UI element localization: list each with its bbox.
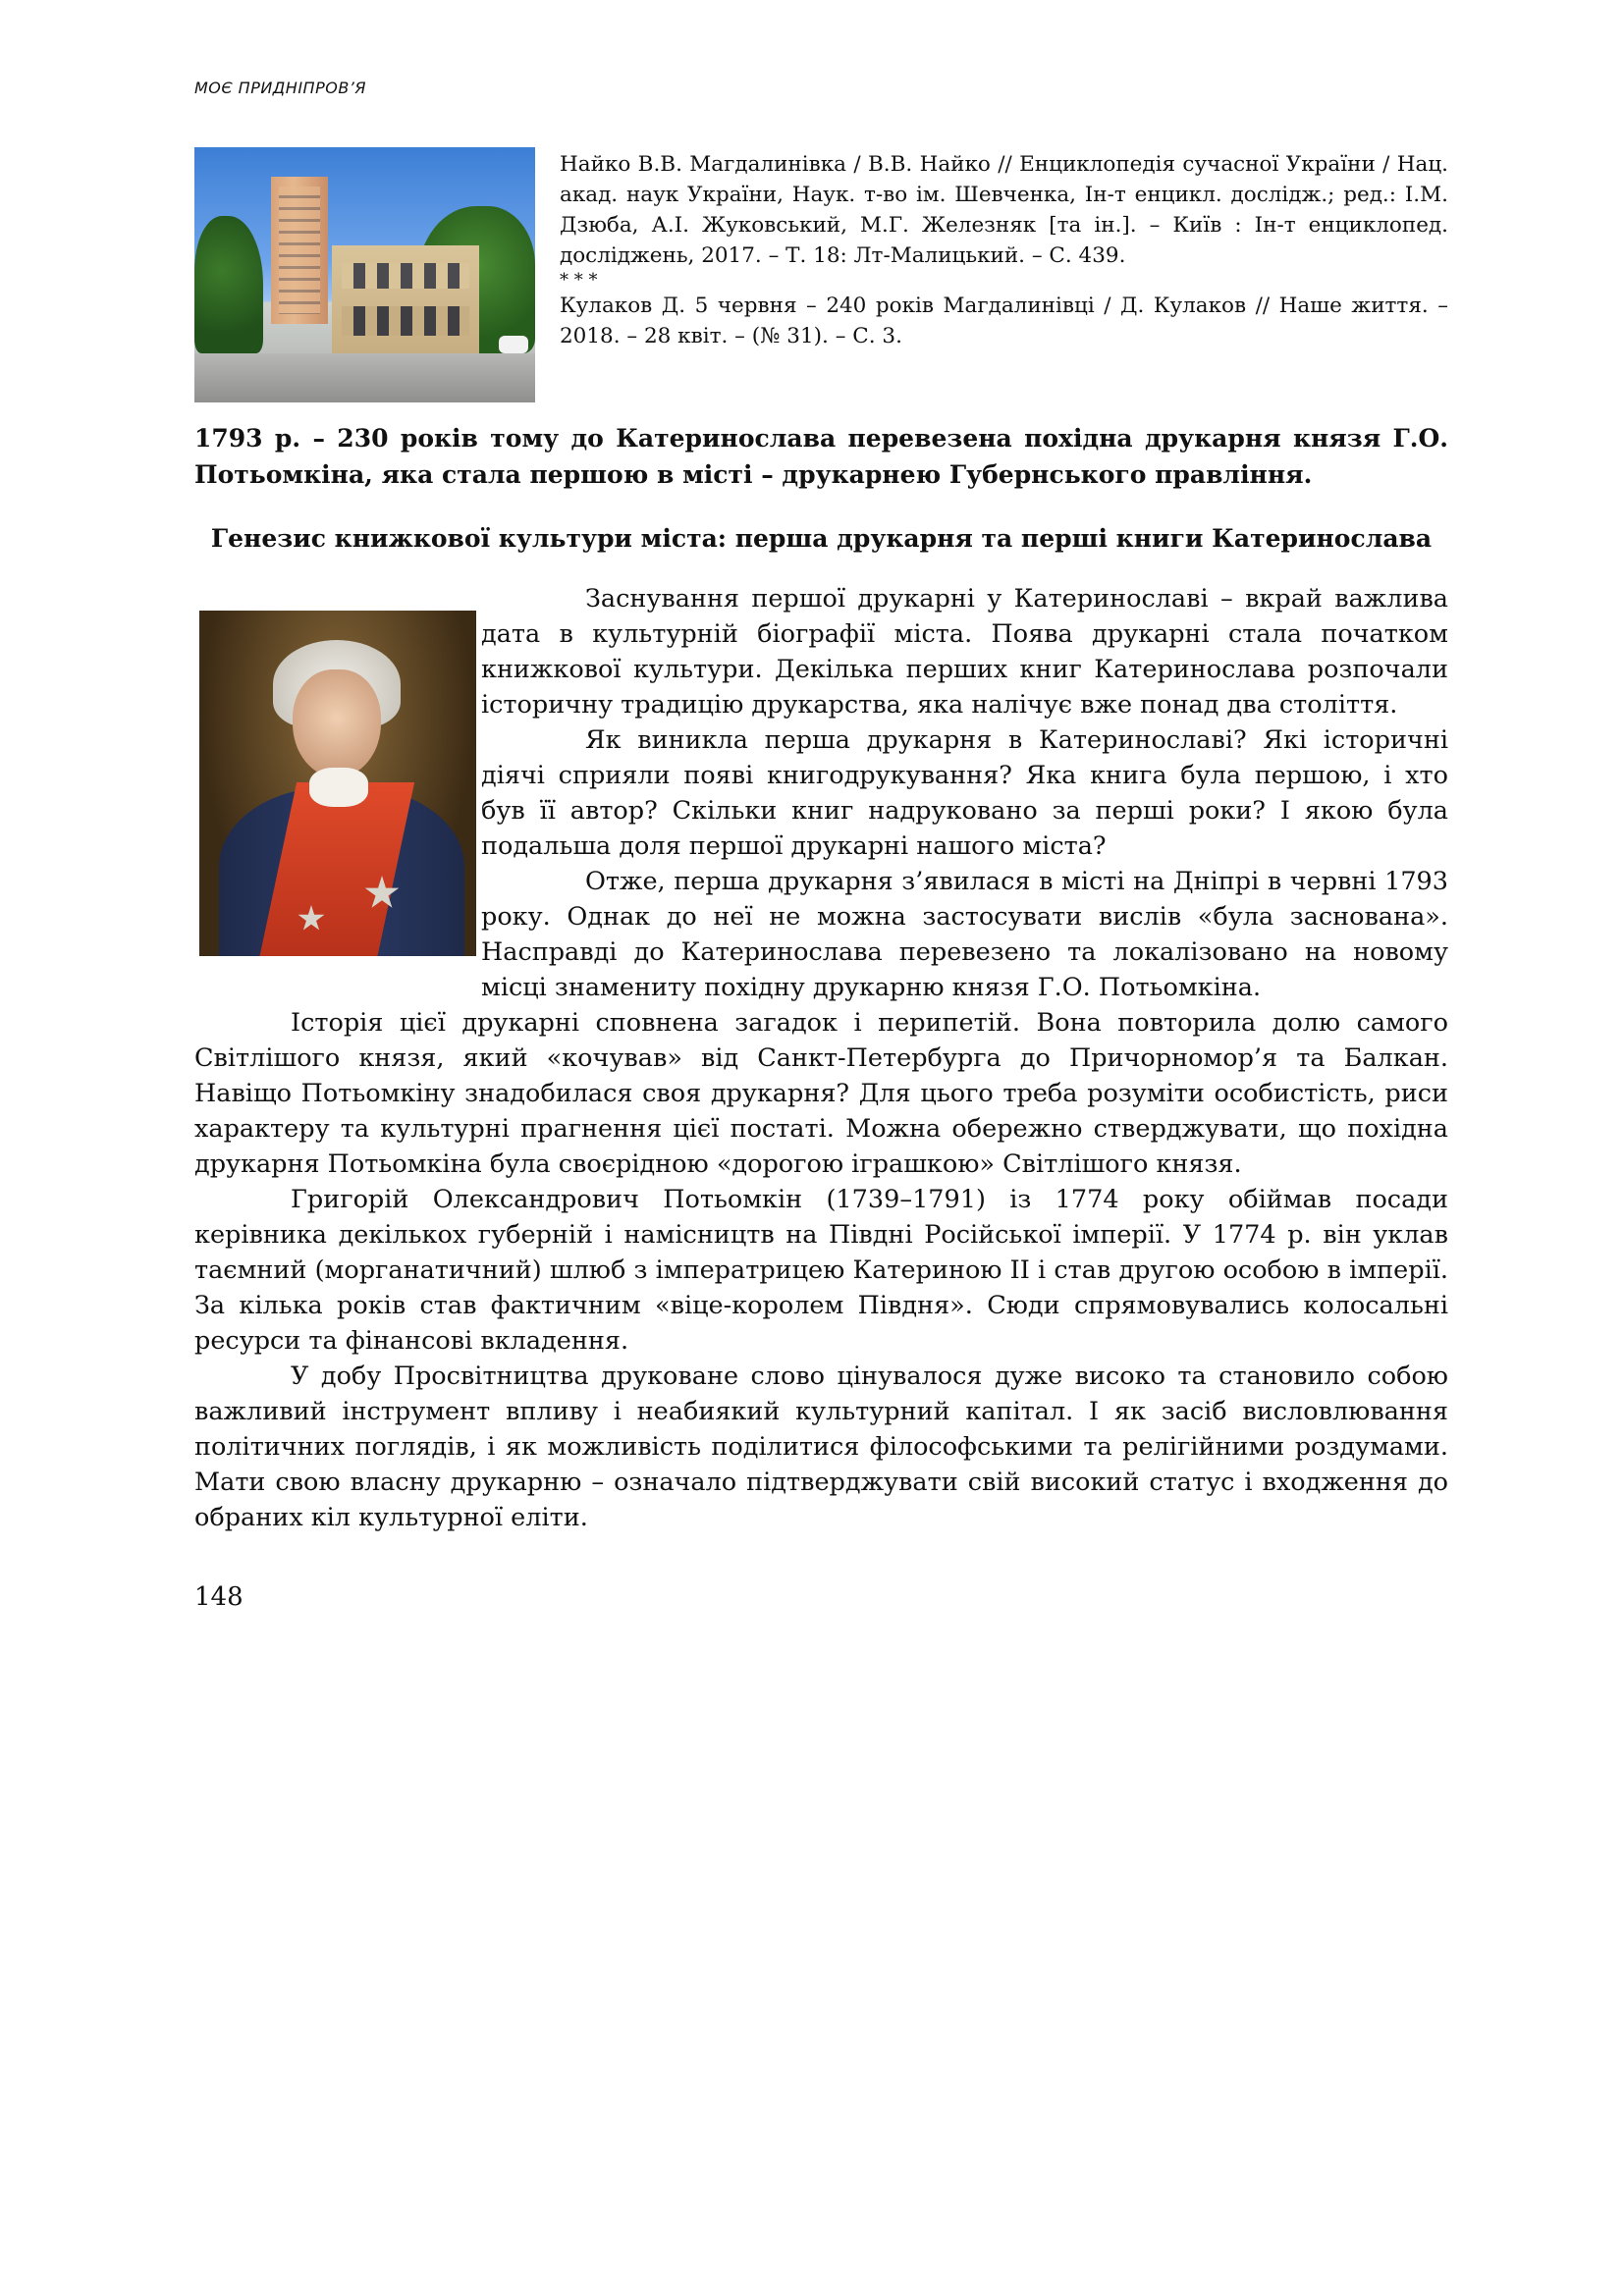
reference-2: Кулаков Д. 5 червня – 240 років Магдалинівці / Д. Кулаков // Наше життя. – 2018. – 28 квіт. – (№ 31). – С. 3. (560, 294, 1448, 348)
building-photo (194, 147, 535, 402)
paragraph-6: У добу Просвітництва друковане слово цінувалося дуже високо та становило собою важливий інструмент впливу і неабиякий культурний капітал. І як засіб висловлювання політичних поглядів, і як можливість поділитися філософськими та релігійними роздумами. Мати свою власну друкарню – означало підтверджувати свій високий статус і входження до обраних кіл культурної еліти. (194, 1362, 1448, 1532)
article-body (194, 581, 1448, 1535)
running-head: МОЄ ПРИДНІПРОВ’Я (194, 79, 367, 97)
references (560, 149, 1448, 351)
section-title: Генезис книжкової культури міста: перша друкарня та перші книги Катеринослава (210, 524, 1433, 553)
paragraph-4: Історія цієї друкарні сповнена загадок і перипетій. Вона повторила долю самого Світлішого князя, який «кочував» від Санкт-Петербурга до Причорномор’я та Балкан. Навіщо Потьомкіну знадобилася своя друкарня? Для цього треба розуміти особистість, риси характеру та культурні прагнення цієї постаті. Можна обережно стверджувати, що похідна друкарня Потьомкіна була своєрідною «дорогою іграшкою» Світлішого князя. (194, 1008, 1448, 1179)
paragraph-1: Заснування першої друкарні у Катеринославі – вкрай важлива дата в культурній біографії міста. Поява друкарні стала початком книжкової культури. Декілька перших книг Катеринослава розпочали історичну традицію друкарства, яка налічує вже понад два століття. (481, 584, 1448, 720)
paragraph-2: Як виникла перша друкарня в Катеринославі? Які історичні діячі сприяли появі книгодрукування? Яка книга була першою, і хто був її автор? Скільки книг надруковано за перші роки? І якою була подальша доля першої друкарні нашого міста? (481, 725, 1448, 861)
paragraph-3: Отже, перша друкарня з’явилася в місті на Дніпрі в червні 1793 року. Однак до неї не можна застосувати вислів «була заснована». Насправді до Катеринослава перевезено та локалізовано на новому місці знамениту похідну друкарню князя Г.О. Потьомкіна. (481, 867, 1448, 1002)
reference-separator: * * * (560, 270, 598, 291)
headline: 1793 р. – 230 років тому до Катеринослава перевезена похідна друкарня князя Г.О. Потьомкіна, яка стала першою в місті – друкарнею Губернського правління. (194, 424, 1448, 489)
reference-1: Найко В.В. Магдалинівка / В.В. Найко // Енциклопедія сучасної України / Нац. акад. наук України, Наук. т-во ім. Шевченка, Ін-т енцикл. дослідж.; ред.: І.М. Дзюба, А.І. Жуковський, М.Г. Железняк [та ін.]. – Київ : Ін-т енциклопед. досліджень, 2017. – Т. 18: Лт-Малицький. – С. 439. (560, 152, 1448, 268)
paragraph-5: Григорій Олександрович Потьомкін (1739–1791) із 1774 року обіймав посади керівника декількох губерній і намісництв на Півдні Російської імперії. У 1774 р. він уклав таємний (морганатичний) шлюб з імператрицею Катериною ІІ і став другою особою в імперії. За кілька років став фактичним «віце-королем Півдня». Сюди спрямовувались колосальні ресурси та фінансові вкладення. (194, 1185, 1448, 1356)
page-number: 148 (194, 1582, 244, 1612)
